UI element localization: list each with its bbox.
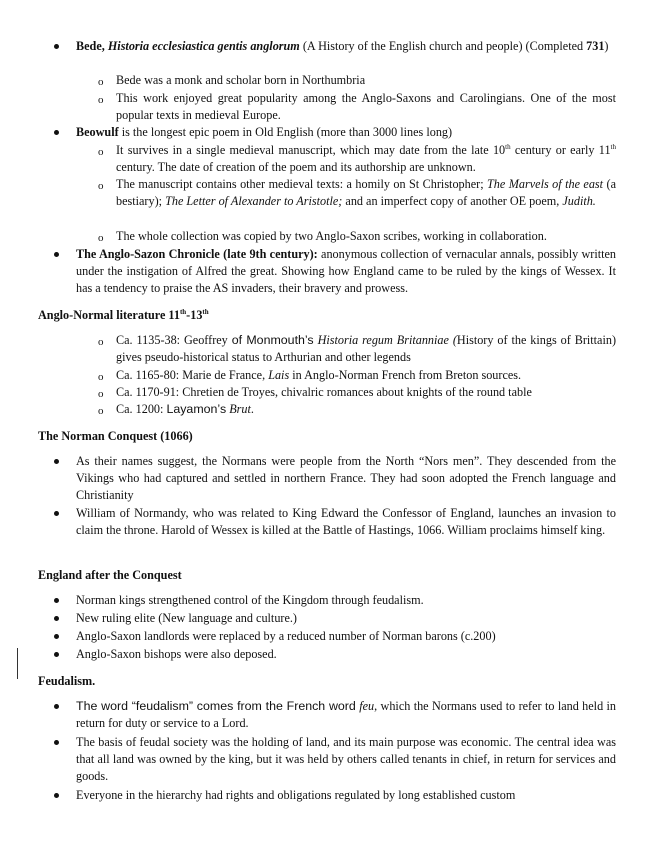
after-item-4: Anglo-Saxon bishops were also deposed. — [56, 646, 616, 663]
bede-title: Historia ecclesiastica gentis anglorum — [107, 39, 300, 53]
bullet-icon — [54, 252, 59, 257]
conquest-item-1: As their names suggest, the Normans were people from the North “Nors men”. They descended from the Vikings who had captured and settled in northern France. They had soon adopted the French language and Christianity — [56, 453, 616, 504]
bullet-icon — [54, 740, 59, 745]
anglo-normal-item-4: o Ca. 1200: Layamon’s Brut. — [98, 401, 616, 418]
bullet-icon — [54, 652, 59, 657]
circle-bullet-icon: o — [98, 232, 104, 244]
anglo-normal-item-2: o Ca. 1165-80: Marie de France, Lais in Anglo-Norman French from Breton sources. — [98, 367, 616, 384]
beowulf-sub-1: o It survives in a single medieval manuscript, which may date from the late 10th century or early 11th century. The date of creation of the poem and its authorship are unknown. — [98, 142, 616, 174]
circle-bullet-icon: o — [98, 336, 104, 348]
circle-bullet-icon: o — [98, 371, 104, 383]
bullet-icon — [54, 616, 59, 621]
bullet-icon — [54, 44, 59, 49]
circle-bullet-icon: o — [98, 180, 104, 192]
circle-bullet-icon: o — [98, 405, 104, 417]
bullet-icon — [54, 634, 59, 639]
anglo-normal-item-1: o Ca. 1135-38: Geoffrey of Monmouth’s Historia regum Britanniae (History of the kings of Brittain) gives pseudo-historical status to Arthurian and other legends — [98, 333, 617, 364]
bullet-icon — [54, 704, 59, 709]
conquest-item-2: William of Normandy, who was related to King Edward the Confessor of England, launches an invasion to claim the throne. Harold of Wessex is killed at the Battle of Hastings, 1066. William proclaims himself king. — [56, 505, 616, 539]
bullet-beowulf: Beowulf is the longest epic poem in Old English (more than 3000 lines long) — [56, 124, 616, 141]
bullet-bede: Bede, Historia ecclesiastica gentis anglorum (A History of the English church and people) (Completed 731) — [56, 38, 616, 55]
after-item-2: New ruling elite (New language and culture.) — [56, 610, 616, 627]
anglo-normal-item-3: o Ca. 1170-91: Chretien de Troyes, chivalric romances about knights of the round table — [98, 384, 616, 401]
circle-bullet-icon: o — [98, 76, 104, 88]
bede-name: Bede, — [76, 39, 105, 53]
bullet-icon — [54, 130, 59, 135]
bullet-chronicle: The Anglo-Sazon Chronicle (late 9th century): anonymous collection of vernacular annals, possibly written under the instigation of Alfred the great. Showing how England came to be ruled by the kings of Wessex. It has a tendency to praise the AS invaders, their bravery and prowess. — [56, 246, 616, 297]
beowulf-sub-3: o The whole collection was copied by two Anglo-Saxon scribes, working in collaboration. — [98, 228, 616, 245]
heading-after-conquest: England after the Conquest — [38, 568, 182, 582]
heading-norman-conquest: The Norman Conquest (1066) — [38, 429, 193, 443]
heading-anglo-normal: Anglo-Normal literature 11th-13th — [38, 307, 209, 322]
bede-sub-1: o Bede was a monk and scholar born in Northumbria — [98, 72, 616, 89]
bede-sub-2: o This work enjoyed great popularity among the Anglo-Saxons and Carolingians. One of the most popular texts in medieval Europe. — [98, 91, 616, 122]
circle-bullet-icon: o — [98, 146, 104, 158]
circle-bullet-icon: o — [98, 388, 104, 400]
bullet-icon — [54, 459, 59, 464]
circle-bullet-icon: o — [98, 94, 104, 106]
bullet-icon — [54, 511, 59, 516]
feudalism-item-2: The basis of feudal society was the holding of land, and its main purpose was economic. The central idea was that all land was owned by the king, but it was held by others called tenants in chief, in return for services and goods. — [56, 734, 616, 785]
feudalism-item-1: The word “feudalism” comes from the French word feu, which the Normans used to refer to land held in return for duty or service to a Lord. — [56, 698, 616, 732]
beowulf-sub-2: o The manuscript contains other medieval texts: a homily on St Christopher; The Marvels of the east (a bestiary); The Letter of Alexander to Aristotle; and an imperfect copy of another OE poem, Judith. — [98, 177, 616, 208]
bullet-icon — [54, 598, 59, 603]
feudalism-item-3: Everyone in the hierarchy had rights and obligations regulated by long established custom — [56, 787, 616, 804]
bullet-icon — [54, 793, 59, 798]
after-item-1: Norman kings strengthened control of the Kingdom through feudalism. — [56, 592, 616, 609]
after-item-3: Anglo-Saxon landlords were replaced by a reduced number of Norman barons (c.200) — [56, 628, 616, 645]
text-cursor — [17, 648, 18, 679]
heading-feudalism: Feudalism. — [38, 674, 96, 688]
